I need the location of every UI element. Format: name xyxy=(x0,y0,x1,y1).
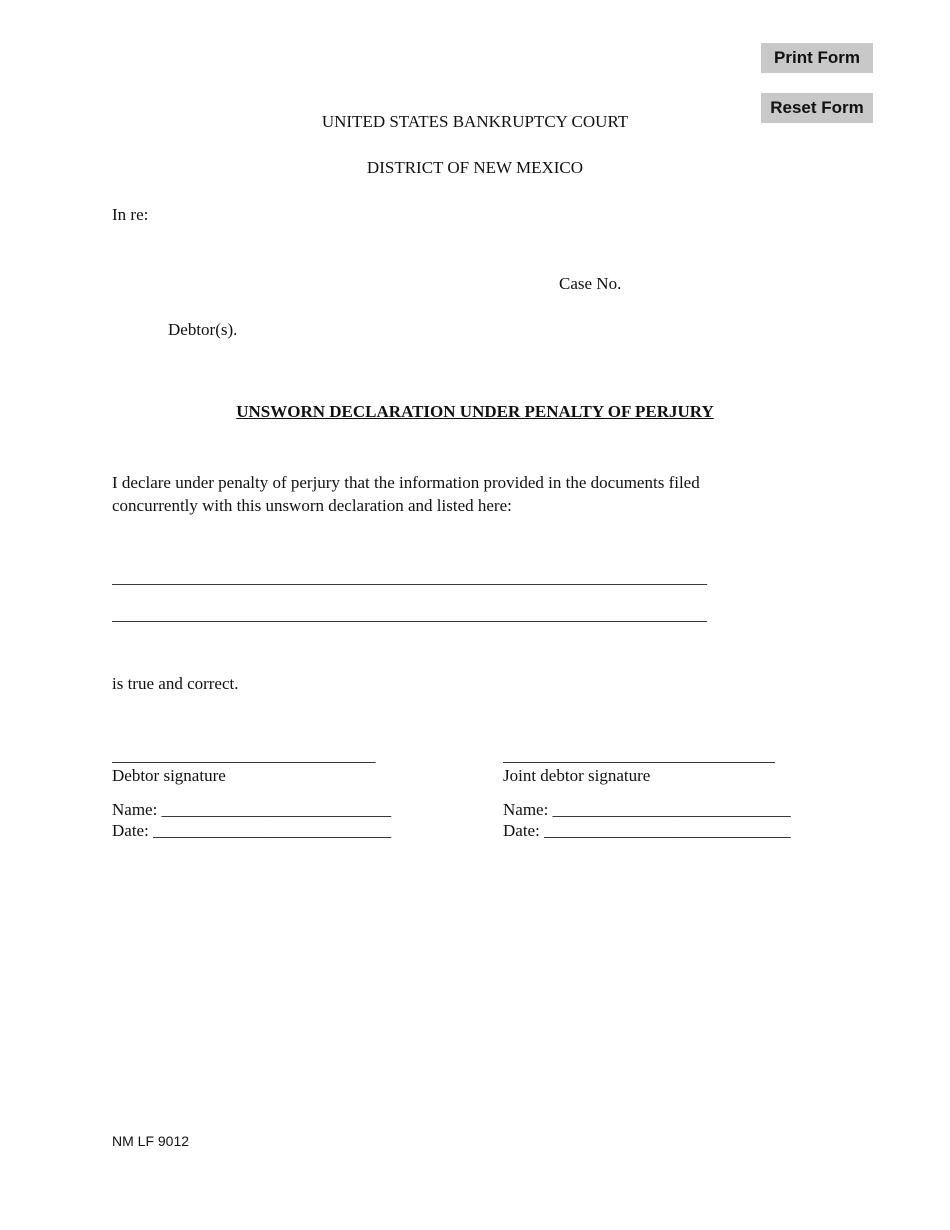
print-form-button[interactable]: Print Form xyxy=(761,43,873,73)
debtor-signature-label: Debtor signature xyxy=(112,766,226,785)
reset-form-button[interactable]: Reset Form xyxy=(761,93,873,123)
documents-blank-line-1[interactable]: ______________________________________________________________________ xyxy=(112,568,707,587)
joint-debtor-signature-label: Joint debtor signature xyxy=(503,766,651,785)
declaration-text-line-1: I declare under penalty of perjury that the information provided in the documents filed xyxy=(112,473,700,492)
declaration-title: UNSWORN DECLARATION UNDER PENALTY OF PERJURY xyxy=(236,402,714,421)
declaration-text-line-2: concurrently with this unsworn declaration and listed here: xyxy=(112,496,512,515)
debtor-name-field[interactable]: Name: ___________________________ xyxy=(112,800,392,819)
joint-debtor-name-field[interactable]: Name: ____________________________ xyxy=(503,800,791,819)
in-re-label: In re: xyxy=(112,205,149,224)
debtor-signature-line[interactable]: _______________________________ xyxy=(112,746,376,765)
debtor-date-field[interactable]: Date: ____________________________ xyxy=(112,821,392,840)
case-number-label: Case No. xyxy=(559,274,622,293)
district-name: DISTRICT OF NEW MEXICO xyxy=(366,158,584,177)
documents-blank-line-2[interactable]: ______________________________________________________________________ xyxy=(112,605,707,624)
joint-debtor-signature-line[interactable]: ________________________________ xyxy=(503,746,775,765)
court-name: UNITED STATES BANKRUPTCY COURT xyxy=(321,112,629,131)
joint-debtor-date-field[interactable]: Date: _____________________________ xyxy=(503,821,791,840)
true-and-correct-text: is true and correct. xyxy=(112,674,239,693)
debtors-label: Debtor(s). xyxy=(168,320,238,339)
form-id: NM LF 9012 xyxy=(112,1133,190,1149)
